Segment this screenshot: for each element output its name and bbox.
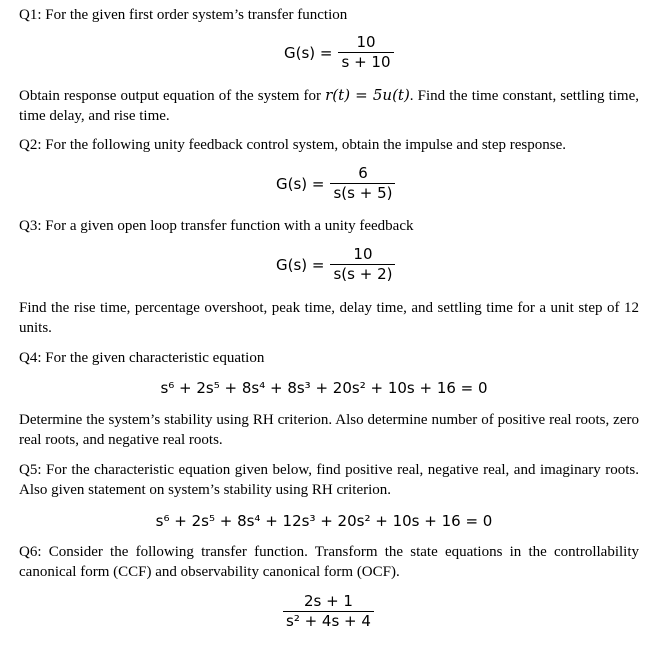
- q5-prompt: Q5: For the characteristic equation given below, find positive real, negative real, and imaginary roots. Also given statement on system’s stability using RH criterion.: [19, 462, 639, 498]
- q3-equation: [276, 245, 395, 284]
- q6-equation: [283, 592, 374, 631]
- q1-fraction: [338, 33, 393, 72]
- q3-denominator: s(s + 2): [333, 265, 393, 283]
- q5-equation: s⁶ + 2s⁵ + 8s⁴ + 12s³ + 20s² + 10s + 16 = 0: [155, 512, 493, 530]
- q4-text: Determine the system’s stability using RH criterion. Also determine number of positive real roots, zero real roots, and negative real roots.: [19, 412, 639, 448]
- q2-equation: [276, 164, 395, 203]
- q2-prompt: Q2: For the following unity feedback control system, obtain the impulse and step response.: [19, 137, 566, 153]
- q2-fraction: [330, 164, 395, 203]
- q3-numerator: 10: [353, 245, 373, 263]
- q3-prompt: Q3: For a given open loop transfer function with a unity feedback: [19, 218, 414, 234]
- q1-equation: [284, 33, 394, 72]
- q1-text: [19, 85, 639, 126]
- q2-numerator: 6: [358, 164, 368, 182]
- q6-fraction: [283, 592, 374, 631]
- q6-prompt: Q6: Consider the following transfer function. Transform the state equations in the controllability canonical form (CCF) and observability canonical form (OCF).: [19, 544, 639, 580]
- q3-fraction: [330, 245, 395, 284]
- q1-prompt: Q1: For the given first order system’s transfer function: [19, 7, 348, 23]
- q4-equation: s⁶ + 2s⁵ + 8s⁴ + 8s³ + 20s² + 10s + 16 = 0: [160, 379, 488, 397]
- q6-denominator: s² + 4s + 4: [286, 612, 371, 630]
- q2-denominator: s(s + 5): [333, 184, 393, 202]
- q2-lhs: G(s) =: [276, 174, 325, 193]
- q1-text-b: . Find the time constant, settling time, time delay, and rise time.: [19, 88, 639, 124]
- q3-lhs: G(s) =: [276, 255, 325, 274]
- q1-text-a: Obtain response output equation of the system for: [19, 88, 326, 104]
- q1-lhs: G(s) =: [284, 43, 333, 62]
- q1-numerator: 10: [356, 33, 376, 51]
- q6-numerator: 2s + 1: [303, 592, 353, 610]
- q3-text: Find the rise time, percentage overshoot, peak time, delay time, and settling time for a unit step of 12 units.: [19, 300, 639, 336]
- q1-input-signal: r(t) = 5u(t): [325, 86, 410, 104]
- q4-prompt: Q4: For the given characteristic equation: [19, 350, 265, 366]
- q1-denominator: s + 10: [341, 53, 391, 71]
